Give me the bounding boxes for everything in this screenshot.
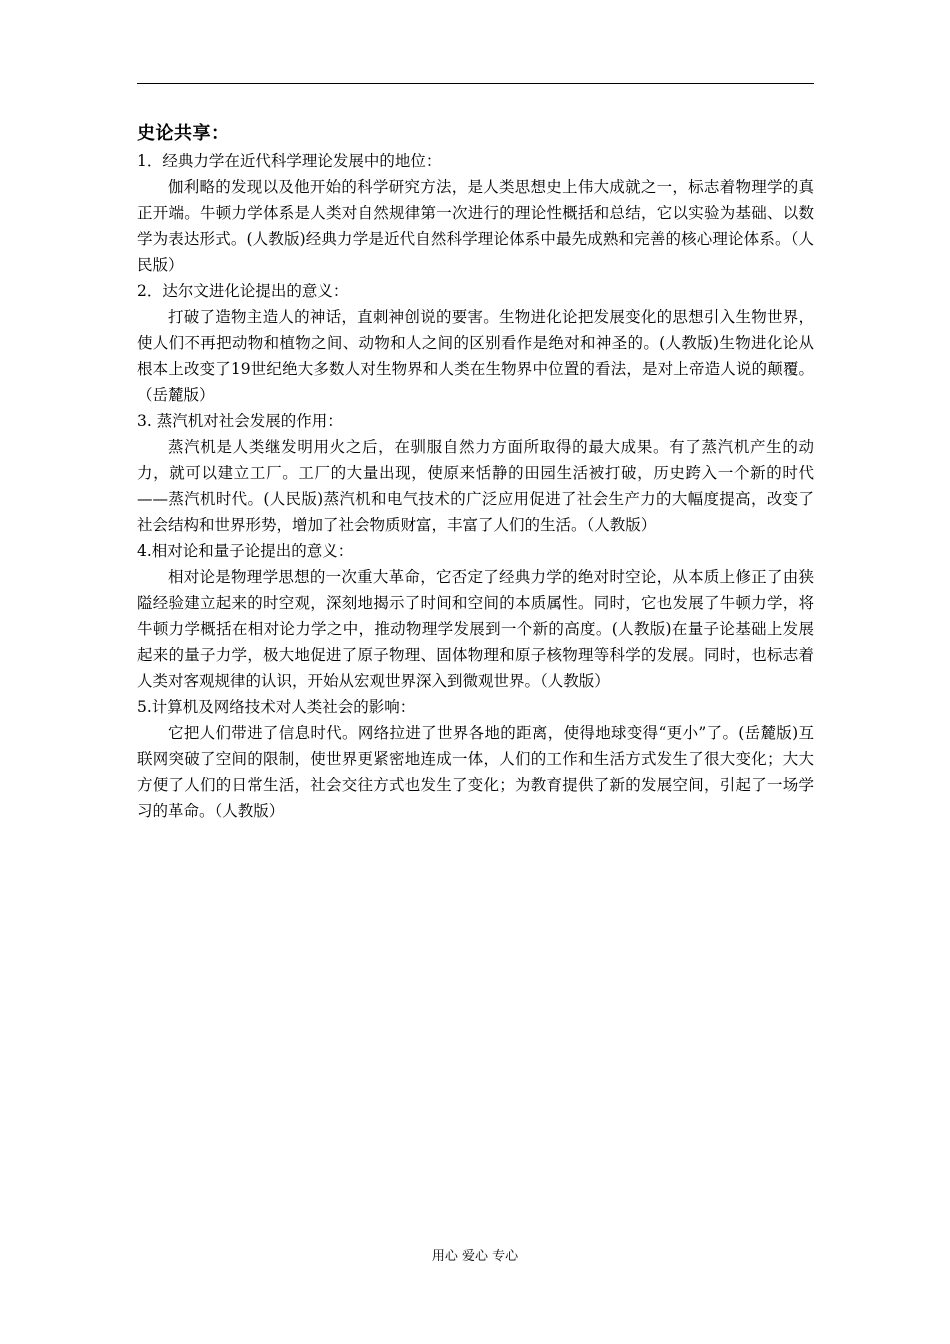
section-heading: 5.计算机及网络技术对人类社会的影响：	[137, 698, 416, 716]
section-3	[137, 408, 814, 538]
document-content	[137, 120, 814, 824]
header-rule	[137, 83, 814, 84]
section-heading: 2．达尔文进化论提出的意义：	[137, 282, 349, 300]
section-body: 相对论是物理学思想的一次重大革命，它否定了经典力学的绝对时空论，从本质上修正了由狭隘经验建立起来的时空观，深刻地揭示了时间和空间的本质属性。同时，它也发展了牛顿力学，将牛顿力学概括在相对论力学之中，推动物理学发展到一个新的高度。(人教版)在量子论基础上发展起来的量子力学，极大地促进了原子物理、固体物理和原子核物理等科学的发展。同时，也标志着人类对客观规律的认识，开始从宏观世界深入到微观世界。（人教版）	[137, 568, 814, 690]
page-footer: 用心 爱心 专心	[431, 1249, 519, 1264]
section-1	[137, 148, 814, 278]
section-body: 它把人们带进了信息时代。网络拉进了世界各地的距离，使得地球变得“更小”了。(岳麓版)互联网突破了空间的限制，使世界更紧密地连成一体，人们的工作和生活方式发生了很大变化；大大方便了人们的日常生活，社会交往方式也发生了变化；为教育提供了新的发展空间，引起了一场学习的革命。（人教版）	[137, 724, 814, 820]
page-title: 史论共享：	[137, 123, 230, 144]
section-4	[137, 538, 814, 694]
section-body: 打破了造物主造人的神话，直刺神创说的要害。生物进化论把发展变化的思想引入生物世界，使人们不再把动物和植物之间、动物和人之间的区别看作是绝对和神圣的。(人教版)生物进化论从根本上改变了19世纪绝大多数人对生物界和人类在生物界中位置的看法，是对上帝造人说的颠覆。（岳麓版）	[137, 308, 814, 404]
section-2	[137, 278, 814, 408]
section-body: 伽利略的发现以及他开始的科学研究方法，是人类思想史上伟大成就之一，标志着物理学的真正开端。牛顿力学体系是人类对自然规律第一次进行的理论性概括和总结，它以实验为基础、以数学为表达形式。(人教版)经典力学是近代自然科学理论体系中最先成熟和完善的核心理论体系。（人民版）	[137, 178, 814, 274]
section-5	[137, 694, 814, 824]
section-heading: 1．经典力学在近代科学理论发展中的地位：	[137, 152, 442, 170]
section-body: 蒸汽机是人类继发明用火之后，在驯服自然力方面所取得的最大成果。有了蒸汽机产生的动力，就可以建立工厂。工厂的大量出现，使原来恬静的田园生活被打破，历史跨入一个新的时代——蒸汽机时代。(人民版)蒸汽机和电气技术的广泛应用促进了社会生产力的大幅度提高，改变了社会结构和世界形势，增加了社会物质财富，丰富了人们的生活。（人教版）	[137, 438, 814, 534]
section-heading: 3. 蒸汽机对社会发展的作用：	[137, 412, 343, 430]
section-heading: 4.相对论和量子论提出的意义：	[137, 542, 354, 560]
